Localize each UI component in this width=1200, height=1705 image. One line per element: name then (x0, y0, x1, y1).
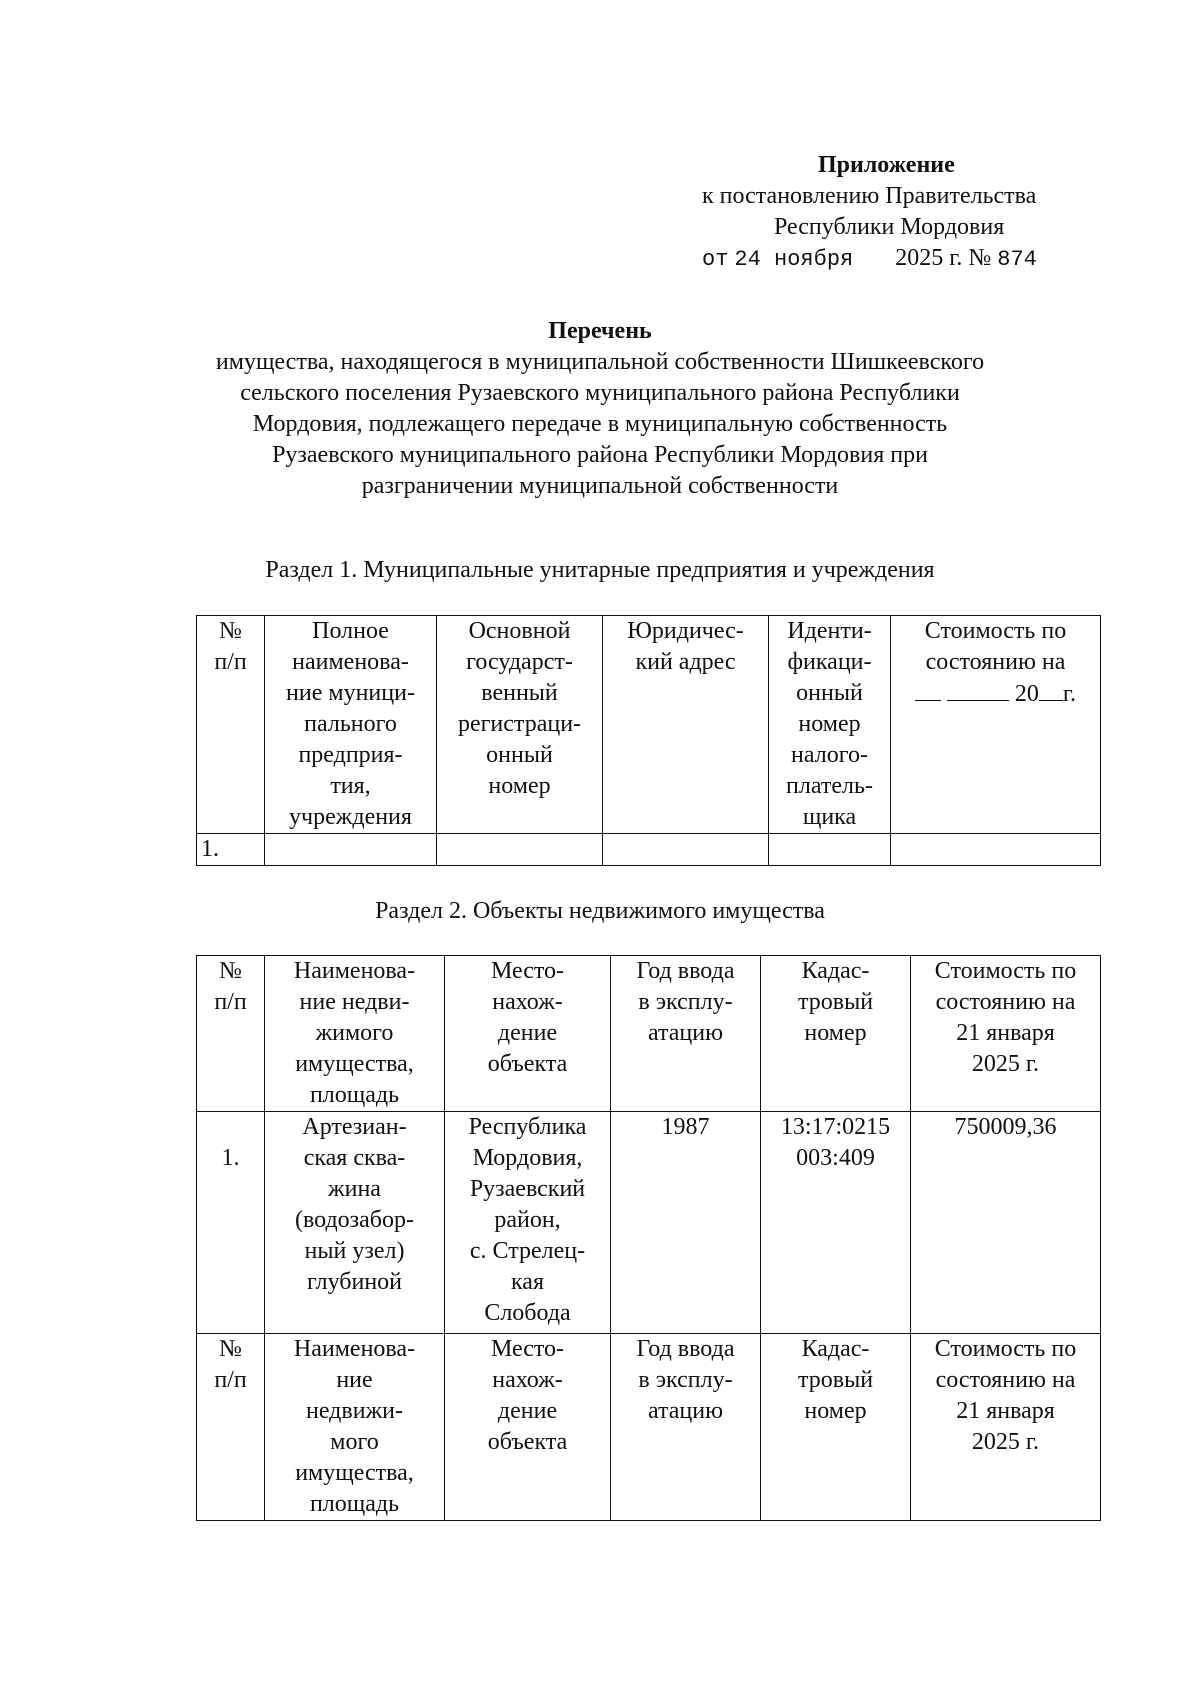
cell-line: тровый (797, 989, 874, 1015)
header-cell (611, 956, 761, 1112)
cell-line: объекта (487, 1429, 568, 1455)
header-cell (611, 1334, 761, 1521)
header-cell (265, 1334, 445, 1521)
header-cell (761, 1334, 911, 1521)
cell-line: номер (798, 711, 861, 737)
appendix-title: Приложение (818, 152, 955, 178)
cell-line: предприя- (298, 742, 403, 768)
cell-line: Артезиан- (302, 1114, 407, 1140)
cell-line: платель- (786, 773, 873, 799)
table-cell (769, 834, 891, 866)
cell-line: 2025 г. (971, 1051, 1040, 1077)
cell-line: 13:17:0215 (780, 1114, 891, 1140)
cell-line: налого- (791, 742, 868, 768)
cell-line: № (219, 1336, 242, 1362)
header-line: Стоимость по (924, 618, 1067, 644)
section1-table (196, 615, 1101, 866)
cell-line: тровый (797, 1367, 874, 1393)
header-cell (445, 956, 611, 1112)
document-title (180, 316, 1020, 502)
cell-line: 1987 (661, 1114, 710, 1140)
cell-line: фикаци- (787, 649, 872, 675)
cell-line: дение (497, 1398, 558, 1424)
appendix-line-1: к постановлению Правительства (702, 183, 1037, 209)
cell-line: Наименова- (293, 958, 416, 984)
section2-table (196, 955, 1101, 1521)
cell-line: мого (330, 1429, 379, 1455)
cell-line: состоянию на (935, 1367, 1076, 1393)
cell-line: щика (802, 804, 857, 830)
cell-line: недвижи- (306, 1398, 403, 1424)
cell-line: номер (804, 1398, 867, 1424)
cell-line: ская сква- (303, 1145, 406, 1171)
table-cell (761, 1112, 911, 1334)
cell-line: с. Стрелец- (469, 1238, 586, 1264)
cell-line: Рузаевский (469, 1176, 586, 1202)
header-cell-cost (891, 616, 1101, 834)
cell-line: район, (494, 1207, 561, 1233)
header-cell (911, 1334, 1101, 1521)
cell-line: Наименова- (293, 1336, 416, 1362)
cell-line: регистраци- (457, 711, 582, 737)
cell-line: Год ввода (636, 958, 735, 984)
header-cell (603, 616, 769, 834)
cell-line: состоянию на (935, 989, 1076, 1015)
cell-line: Год ввода (636, 1336, 735, 1362)
cell-line: онный (486, 742, 553, 768)
cell-line: 003:409 (796, 1145, 875, 1171)
cell-line: имущества, (295, 1051, 414, 1077)
section2-title: Раздел 2. Объекты недвижимого имущества (375, 898, 825, 924)
table-cell (265, 1112, 445, 1334)
header-cell (197, 616, 265, 834)
cell-line: № (219, 958, 242, 984)
cell-line: ный узел) (304, 1238, 405, 1264)
cell-line: жимого (315, 1020, 394, 1046)
cell-line: 21 января (956, 1020, 1055, 1046)
cell-line: государст- (466, 649, 573, 675)
header-cell (265, 616, 437, 834)
table-cell (437, 834, 603, 866)
date-prefix: от (702, 247, 729, 272)
table-cell (611, 1112, 761, 1334)
cell-line: жина (328, 1176, 381, 1202)
cell-line: площадь (309, 1082, 400, 1108)
cell-line: п/п (214, 989, 247, 1015)
cell-line: пального (304, 711, 397, 737)
cell-line: онный (796, 680, 863, 706)
cell-line: номер (804, 1020, 867, 1046)
cell-line: учреждения (289, 804, 412, 830)
cell-line: ние муници- (286, 680, 415, 706)
document-title-line: имущества, находящегося в муниципальной собственности Шишкеевского (215, 349, 985, 375)
cell-line: наименова- (292, 649, 409, 675)
date-day-month: 24 ноября (734, 247, 854, 272)
cell-line: Место- (490, 958, 565, 984)
header-cell (911, 956, 1101, 1112)
cell-line: атацию (647, 1398, 724, 1424)
cell-line: атацию (647, 1020, 724, 1046)
cell-line: № (219, 618, 242, 644)
appendix-date-line (702, 243, 1040, 275)
cell-line: Стоимость по (934, 958, 1077, 984)
table-row (197, 1112, 1101, 1334)
cell-line: 750009,36 (954, 1114, 1057, 1140)
header-cell (445, 1334, 611, 1521)
cell-line: Основной (468, 618, 571, 644)
cell-line: Мордовия, (472, 1145, 583, 1171)
header-cell (761, 956, 911, 1112)
cell-line: Кадас- (801, 958, 870, 984)
cell-line: площадь (309, 1491, 400, 1517)
table-row (197, 834, 1101, 866)
document-title-line: сельского поселения Рузаевского муниципального района Республики (240, 380, 960, 406)
table-header-row (197, 616, 1101, 834)
cost-date-year: 20 (1014, 681, 1039, 707)
cell-line: Место- (490, 1336, 565, 1362)
header-line: состоянию на (925, 649, 1066, 675)
header-cell (437, 616, 603, 834)
cell-line: глубиной (306, 1269, 403, 1295)
cell-line: п/п (214, 1367, 247, 1393)
cell-line: Полное (312, 618, 389, 644)
header-cell (197, 956, 265, 1112)
cell-line: (водозабор- (294, 1207, 414, 1233)
header-cell (197, 1334, 265, 1521)
cell-line: объекта (487, 1051, 568, 1077)
cell-line: Республика (468, 1114, 587, 1140)
cell-line: номер (488, 773, 551, 799)
cell-line: тия, (330, 773, 371, 799)
cell-line: имущества, (295, 1460, 414, 1486)
table-header-row (197, 956, 1101, 1112)
table-cell (445, 1112, 611, 1334)
header-cell (265, 956, 445, 1112)
table-cell (911, 1112, 1101, 1334)
document-title-line: Рузаевского муниципального района Республики Мордовия при (272, 442, 928, 468)
appendix-block (640, 150, 1040, 275)
table-cell (197, 1112, 265, 1334)
appendix-line-2: Республики Мордовия (774, 214, 1005, 240)
table-cell (603, 834, 769, 866)
cell-line: в эксплу- (638, 989, 733, 1015)
cell-line: Стоимость по (934, 1336, 1077, 1362)
table-cell (891, 834, 1101, 866)
document-title-main: Перечень (548, 318, 652, 344)
cell-line: ние недви- (299, 989, 410, 1015)
cell-line: 21 января (956, 1398, 1055, 1424)
cell-line: нахож- (492, 1367, 563, 1393)
table-cell (265, 834, 437, 866)
date-year: 2025 г. № (895, 245, 992, 271)
cell-line: кий адрес (635, 649, 736, 675)
cell-line: венный (481, 680, 558, 706)
cell-line: Юридичес- (627, 618, 744, 644)
decree-number: 874 (997, 247, 1037, 272)
table-cell: 1. (197, 834, 265, 866)
cell-line: нахож- (492, 989, 563, 1015)
cell-line: в эксплу- (638, 1367, 733, 1393)
cost-date-suffix: г. (1062, 681, 1077, 707)
table-header-row-repeat (197, 1334, 1101, 1521)
cell-line: ние (336, 1367, 373, 1393)
cell-line: Кадас- (801, 1336, 870, 1362)
header-cell (769, 616, 891, 834)
cell-line: 1. (221, 1145, 240, 1171)
cell-line: кая (511, 1269, 544, 1295)
section1-title: Раздел 1. Муниципальные унитарные предприятия и учреждения (265, 557, 935, 583)
document-title-line: Мордовия, подлежащего передаче в муниципальную собственность (252, 411, 948, 437)
cell-line: п/п (214, 649, 247, 675)
cell-line: дение (497, 1020, 558, 1046)
document-title-line: разграничении муниципальной собственности (361, 473, 839, 499)
cell-line: Слобода (484, 1300, 571, 1326)
cell-line: 2025 г. (971, 1429, 1040, 1455)
cell-line: Иденти- (787, 618, 872, 644)
